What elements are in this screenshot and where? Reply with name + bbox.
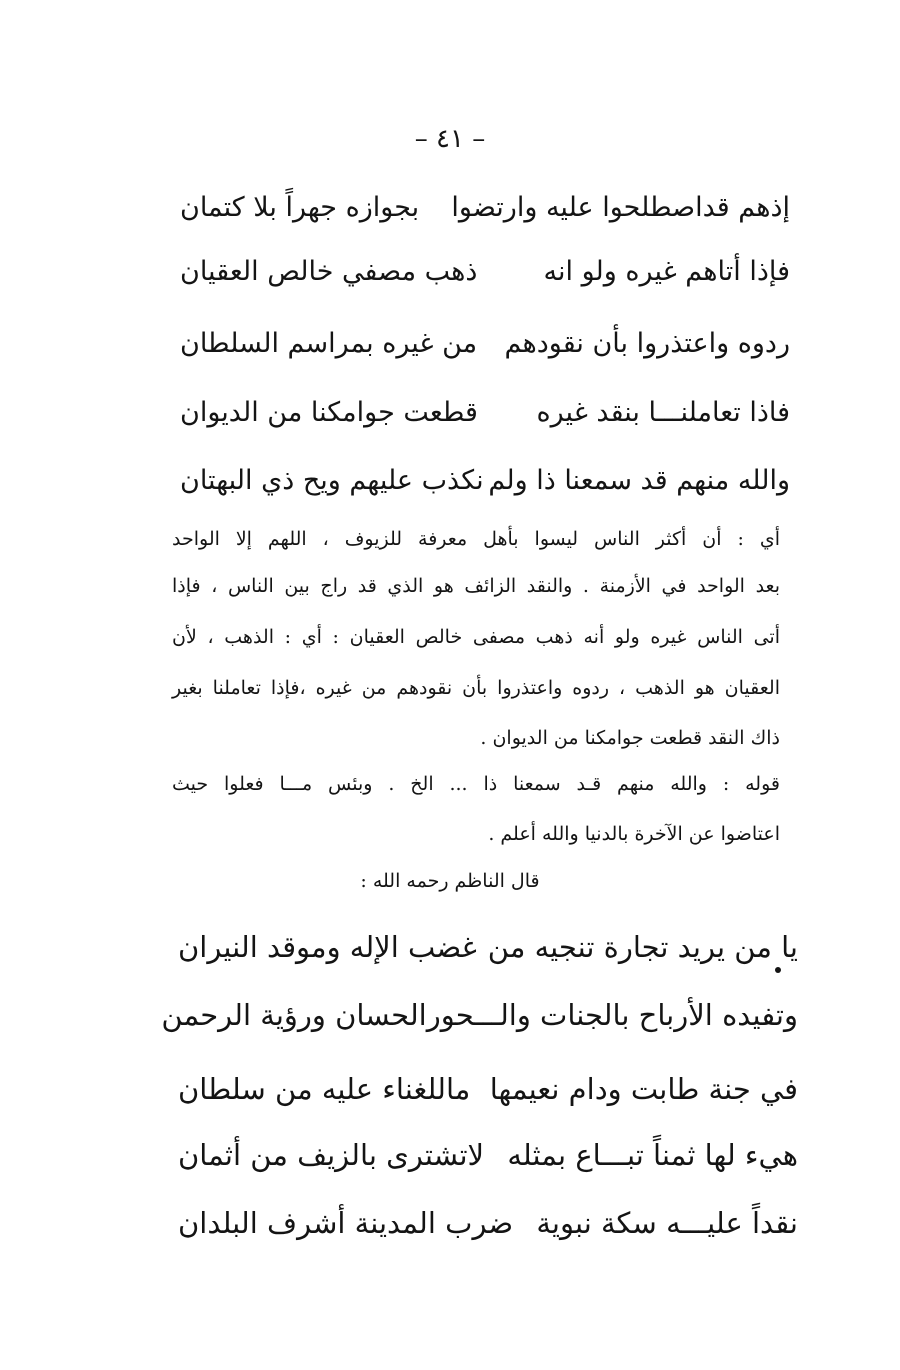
verse-line xyxy=(180,328,790,359)
verse-first-hemistich: في جنة طابت ودام نعيمها xyxy=(489,1072,798,1106)
verse-line xyxy=(180,192,790,223)
verse-line xyxy=(178,930,798,964)
verse-second-hemistich: قطعت جوامكنا من الديوان xyxy=(180,397,478,428)
verse-first-hemistich: ردوه واعتذروا بأن نقودهم xyxy=(504,328,790,359)
verse-line xyxy=(178,1138,798,1172)
commentary-line: أي : أن أكثر الناس ليسوا بأهل معرفة للزيوف ، اللهم إلا الواحد xyxy=(172,528,780,550)
commentary-line: ذاك النقد قطعت جوامكنا من الديوان . xyxy=(480,727,780,749)
verse-first-hemistich: وتفيده الأرباح بالجنات والـــحور xyxy=(426,998,798,1032)
commentary-line: اعتاضوا عن الآخرة بالدنيا والله أعلم . xyxy=(488,823,780,845)
verse-first-hemistich: يا من يريد تجارة تنجيه من xyxy=(487,930,798,964)
verse-first-hemistich: إذهم قداصطلحوا عليه وارتضوا xyxy=(451,192,790,223)
verse-first-hemistich: نقداً عليـــه سكة نبوية xyxy=(536,1206,798,1240)
page-number: – ٤١ – xyxy=(414,124,486,154)
verse-first-hemistich: والله منهم قد سمعنا ذا ولم xyxy=(488,465,790,496)
verse-first-hemistich: هيء لها ثمناً تبـــاع بمثله xyxy=(507,1138,798,1172)
commentary-line: العقيان هو الذهب ، ردوه واعتذروا بأن نقودهم من غيره ،فإذا تعاملنا بغير xyxy=(172,677,780,699)
verse-second-hemistich: لاتشترى بالزيف من أثمان xyxy=(178,1138,485,1172)
verse-second-hemistich: الحسان ورؤية الرحمن xyxy=(161,998,427,1032)
verse-line xyxy=(161,998,798,1032)
ink-dot xyxy=(775,967,781,973)
section-heading: قال الناظم رحمه الله : xyxy=(360,870,540,892)
verse-second-hemistich: من غيره بمراسم السلطان xyxy=(180,328,478,359)
verse-first-hemistich: فإذا أتاهم غيره ولو انه xyxy=(543,256,790,287)
commentary-line: قوله : والله منهم قـد سمعنا ذا ... الخ . وبئس مـــا فعلوا حيث xyxy=(172,773,780,795)
verse-line xyxy=(180,256,790,287)
commentary-line: أتى الناس غيره ولو أنه ذهب مصفى خالص العقيان : أي : الذهب ، لأن xyxy=(172,626,780,648)
verse-second-hemistich: ضرب المدينة أشرف البلدان xyxy=(178,1206,514,1240)
verse-line xyxy=(178,1206,798,1240)
verse-second-hemistich: نكذب عليهم ويح ذي البهتان xyxy=(180,465,484,496)
verse-first-hemistich: فاذا تعاملنـــا بنقد غيره xyxy=(536,397,790,428)
verse-second-hemistich: ماللغناء عليه من سلطان xyxy=(178,1072,471,1106)
verse-line xyxy=(180,465,790,496)
verse-line xyxy=(178,1072,798,1106)
verse-second-hemistich: بجوازه جهراً بلا كتمان xyxy=(180,192,420,223)
commentary-line: بعد الواحد في الأزمنة . والنقد الزائف هو الذي قد راج بين الناس ، فإذا xyxy=(172,575,780,597)
verse-second-hemistich: ذهب مصفي خالص العقيان xyxy=(180,256,478,287)
verse-line xyxy=(180,397,790,428)
verse-second-hemistich: غضب الإله وموقد النيران xyxy=(178,930,477,964)
